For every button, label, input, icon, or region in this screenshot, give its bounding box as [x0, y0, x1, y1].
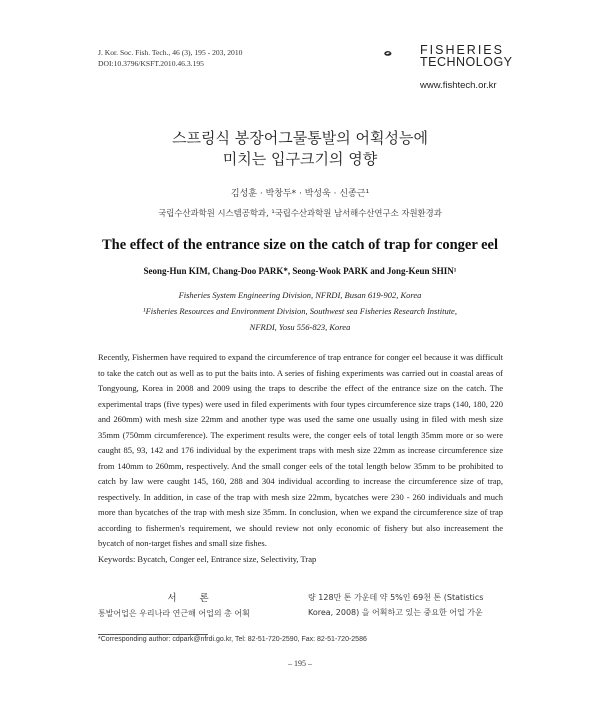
korean-title-line2: 미치는 입구크기의 영향	[222, 150, 378, 168]
journal-citation	[98, 47, 242, 69]
doi-line: DOI:10.3796/KSFT.2010.46.3.195	[98, 59, 204, 68]
korean-title	[0, 128, 600, 170]
footnote: *Corresponding author: cdpark@nfrdi.go.kr, Tel: 82-51-720-2590, Fax: 82-51-720-2586	[98, 636, 367, 643]
english-affiliation	[0, 287, 600, 335]
abstract: Recently, Fishermen have required to expand the circumference of trap entrance for conger eel because it was difficult to take the catch out as well as to put the baits into. A series of fishing experiments was carried out in coastal areas of Tongyoung, Korea in 2008 and 2009 using the traps to describe the effect of the entrance size on the catch. The experimental traps (five types) were used in filed experiments with four types circumference size traps (140, 180, 220 and 260mm) with mesh size 22mm and another type was used the same one usually using in filed with mesh size 35mm (750mm circumference). The experiment results were, the conger eels of total length 35mm more or so were caught 85, 93, 142 and 176 individual by the experiment traps with mesh size 22mm as increase circumference size from 140mm to 260mm, respectively. And the small conger eels of the total length below 35mm to be prohibited to catch by law were caught 145, 160, 288 and 304 individual according to increase the circumference size of trap, respectively. In addition, in case of the trap with mesh size 22mm, bycatches were 230 - 260 individuals and much more than bycatches of the trap with mesh size 35mm. In conclusion, when we expand the circumference size of trap according to fishermen's requirement, we should review not only economic of fishery but also increasement the bycatch of non-target fishes and small size fishes.	[98, 352, 503, 548]
korean-title-line1: 스프링식 봉장어그물통발의 어획성능에	[172, 129, 428, 147]
affiliation-line1: Fisheries System Engineering Division, NFRDI, Busan 619-902, Korea	[178, 290, 422, 300]
english-title: The effect of the entrance size on the catch of trap for conger eel	[101, 237, 499, 253]
affiliation-line3: NFRDI, Yosu 556-823, Korea	[249, 322, 351, 332]
korean-affiliation: 국립수산과학원 시스템공학과, ¹국립수산과학원 남서해수산연구소 자원환경과	[158, 208, 442, 218]
intro-right-text: 량 128만 톤 가운데 약 5%인 69천 톤 (Statistics Korea, 2008) 을 어획하고 있는 중요한 어업 가운	[308, 593, 484, 617]
logo-line2: TECHNOLOGY	[420, 55, 513, 69]
intro-left-column	[98, 590, 288, 619]
affiliation-line2: ¹Fisheries Resources and Environment Division, Southwest sea Fisheries Research Institute,	[143, 306, 457, 316]
logo-line1: FISHERIES	[420, 43, 504, 57]
logo-wordmark	[420, 44, 513, 68]
korean-authors: 김성훈 · 박창두* · 박성욱 · 신종근¹	[230, 189, 370, 199]
english-authors: Seong-Hun KIM, Chang-Doo PARK*, Seong-Wook PARK and Jong-Keun SHIN¹	[143, 266, 457, 276]
footnote-divider	[98, 634, 208, 635]
citation-line: J. Kor. Soc. Fish. Tech., 46 (3), 195 - 203, 2010	[98, 48, 243, 57]
fish-logo-icon	[384, 40, 420, 70]
page-number: – 195 –	[288, 659, 312, 668]
keywords: Keywords: Bycatch, Conger eel, Entrance size, Selectivity, Trap	[98, 554, 317, 564]
logo-url[interactable]: www.fishtech.or.kr	[420, 80, 497, 91]
section-heading: 서 론	[167, 593, 219, 604]
intro-left-text: 통발어업은 우리나라 연근해 어업의 총 어획	[98, 609, 250, 618]
